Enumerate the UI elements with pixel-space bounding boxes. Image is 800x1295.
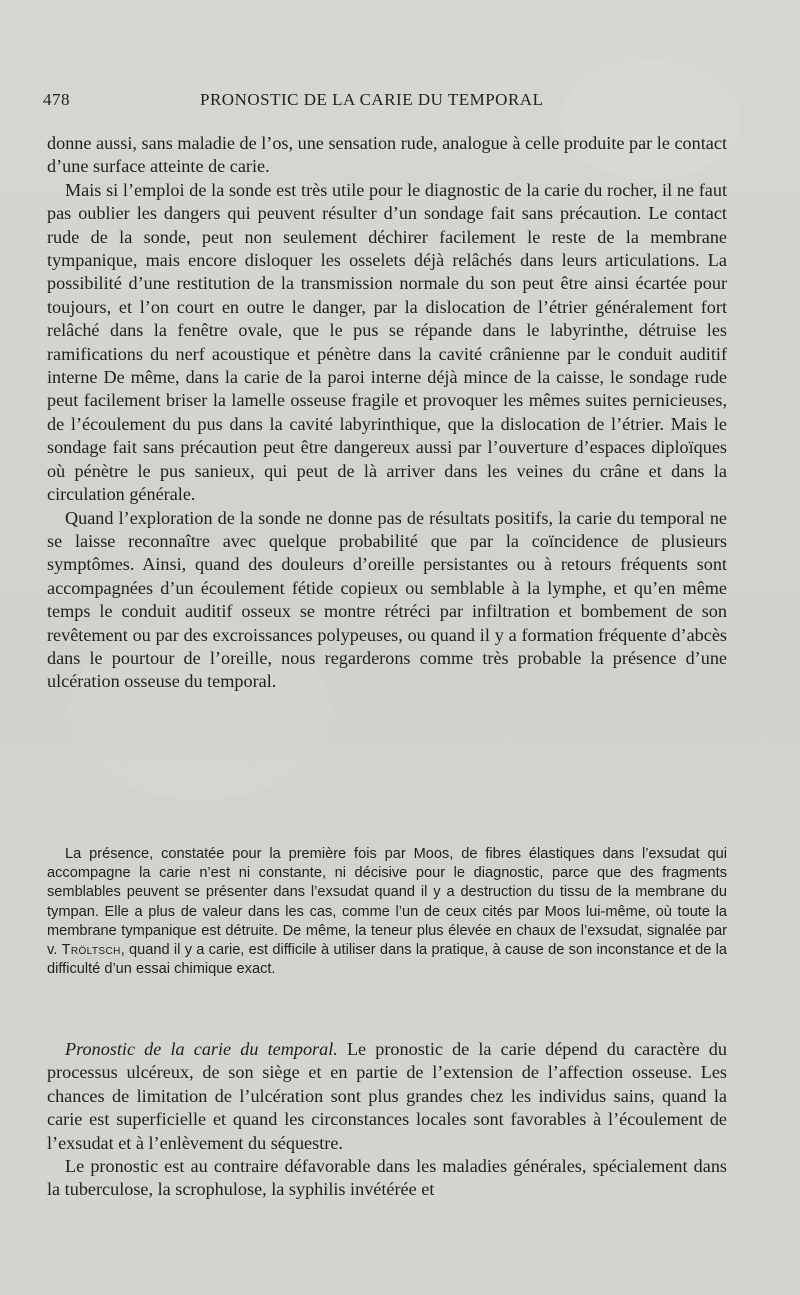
section-paragraph-1-text: Le pronostic de la carie dépend du caractère du processus ulcéreux, de son siège et en partie de l’extension de l’affection osseuse. Les chances de limitation de l’ulcération sont plus grandes chez les individus sains, quand la carie est superficielle et quand les circonstances locales sont favorables à l’écoulement de l’exsudat et à l’enlèvement du séquestre. [47,1039,727,1153]
section-paragraph-1 [47,1038,727,1155]
footnote-part-2: , quand il y a carie, est difficile à utiliser dans la pratique, à cause de son inconstance et de la difficulté d’un essai chimique exact. [47,942,727,978]
author-name: Tröltsch [61,942,121,959]
footnote-part-1: La présence, constatée pour la première fois par Moos, de fibres élastiques dans l’exsudat qui accompagne la carie n’est ni constante, ni décisive pour le diagnostic, parce que des fragments semblables peuvent se présenter dans l’exsudat quand il y a destruction du tissu de la membrane du tympan. Elle a plus de valeur dans les cas, comme l’un de ceux cités par Moos lui-même, où toute la membrane tympanique est détruite. De même, la teneur plus élevée en chaux de l’exsudat, signalée par v. [47,846,727,959]
paragraph-3: Quand l’exploration de la sonde ne donne pas de résultats positifs, la carie du temporal ne se laisse reconnaître avec quelque probabilité que par la coïncidence de plusieurs symptômes. Ainsi, quand des douleurs d’oreille persistantes ou à retours fréquents sont accompagnées d’un écoulement fétide copieux ou semblable à la lymphe, et qu’en même temps le conduit auditif osseux se montre rétréci par infiltration et bombement de son revêtement ou par des excroissances polypeuses, ou quand il y a formation fréquente d’abcès dans le pourtour de l’oreille, nous regarderons comme très probable la présence d’une ulcération osseuse du temporal. [47,507,727,692]
running-title: PRONOSTIC DE LA CARIE DU TEMPORAL [200,90,544,109]
section-title: Pronostic de la carie du temporal. [65,1039,338,1059]
page-number: 478 [43,90,70,109]
footnote [47,845,727,979]
footnote-paragraph [47,845,727,979]
prognosis-section [47,1038,727,1202]
main-text [47,132,727,694]
paragraph-2: Mais si l’emploi de la sonde est très utile pour le diagnostic de la carie du rocher, il ne faut pas oublier les dangers qui peuvent résulter d’un sondage fait sans précaution. Le contact rude de la sonde, peut non seulement déchirer facilement le reste de la membrane tympanique, mais encore disloquer les osselets déjà relâchés dans leurs articulations. La possibilité d’une restitution de la transmission normale du son peut être ainsi écartée pour toujours, et l’on court en outre le danger, par la dislocation de l’étrier généralement fort relâché dans la fenêtre ovale, que le pus se répande dans le labyrinthe, détruise les ramifications du nerf acoustique et pénètre dans la cavité crânienne par le conduit auditif interne De même, dans la carie de la paroi interne déjà mince de la caisse, le sondage rude peut facilement briser la lamelle osseuse fragile et provoquer les mêmes suites pernicieuses, de l’écoulement du pus dans la cavité labyrinthique, que la dislocation de l’étrier. Mais le sondage fait sans précaution peut être dangereux aussi par l’ouverture d’espaces diploïques où pénètre le pus sanieux, qui peut de là arriver dans les veines du crâne et dans la circulation générale. [47,179,727,505]
section-paragraph-2: Le pronostic est au contraire défavorable dans les maladies générales, spécialement dans la tuberculose, la scrophulose, la syphilis invétérée et [47,1156,727,1200]
paragraph-1: donne aussi, sans maladie de l’os, une sensation rude, analogue à celle produite par le contact d’une surface atteinte de carie. [47,133,727,177]
page-header [43,90,723,114]
